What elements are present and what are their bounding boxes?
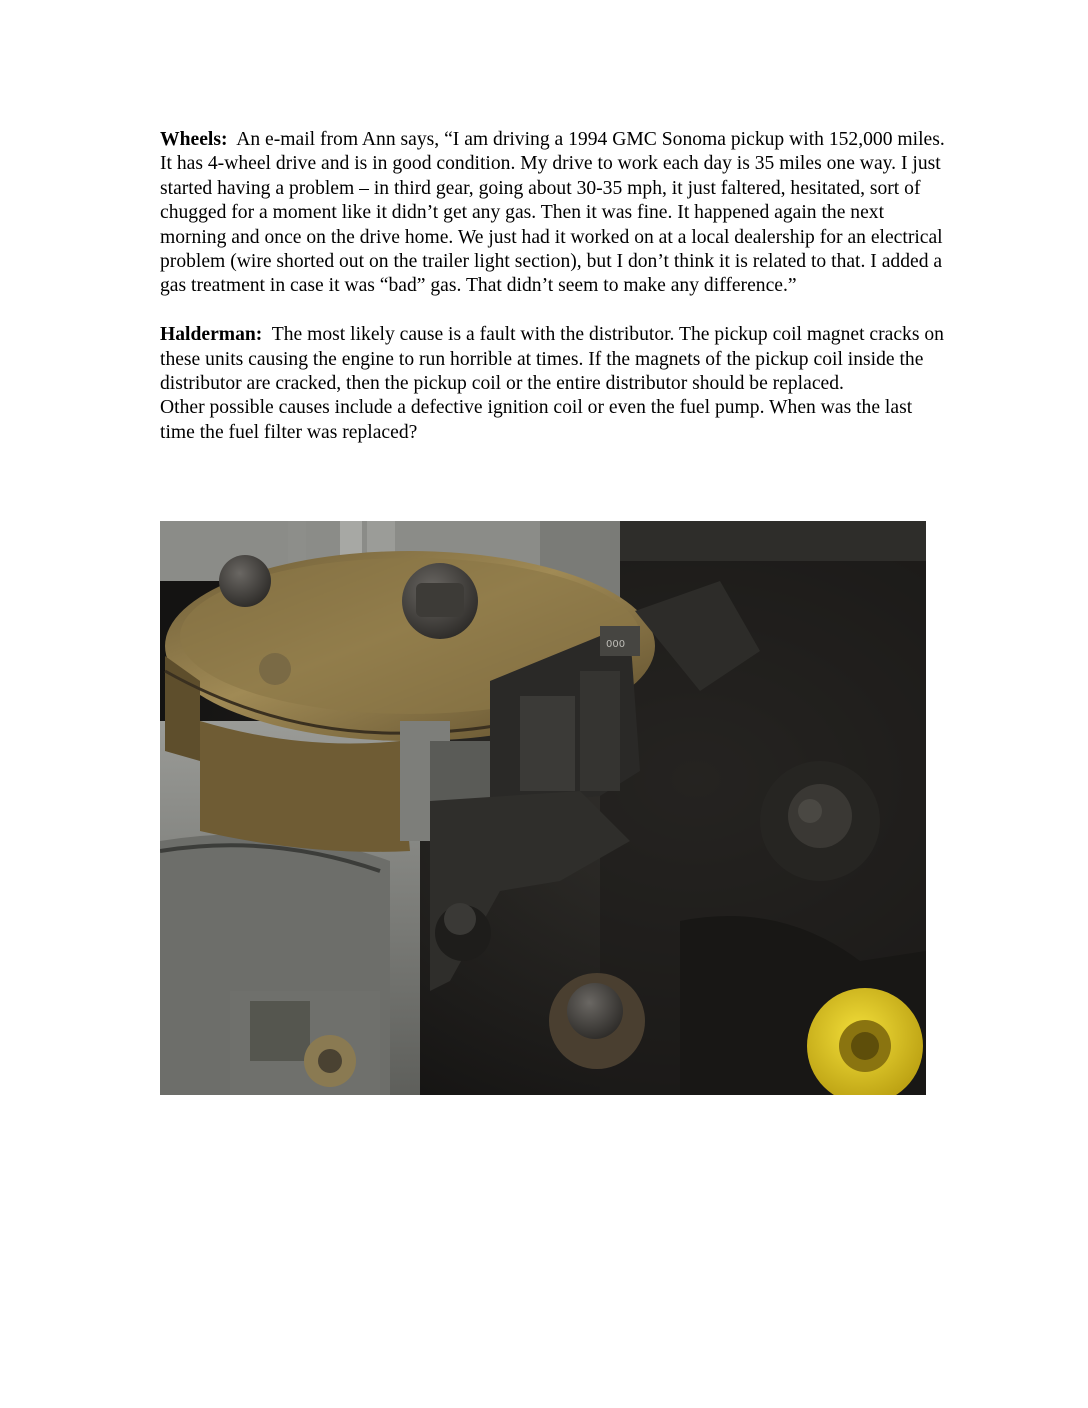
answer-speaker: Halderman: [160,324,263,346]
article-body [160,128,950,445]
svg-text:000: 000 [606,639,626,650]
cap-bolt [219,555,271,607]
question-paragraph [160,128,950,299]
question-speaker: Wheels: [160,129,228,150]
answer-text: The most likely cause is a fault with the distributor. The pickup coil magnet cracks on these units causing the engine to run horrible at times. If the magnets of the pickup coil inside the distributor are cracked, then the pickup coil or the entire distributor should be replaced. [160,324,944,395]
followup-paragraph: Other possible causes include a defective ignition coil or even the fuel pump. When was the last time the fuel filter was replaced? [160,397,913,443]
paragraph-spacer [160,299,950,323]
answer-paragraph [160,323,950,396]
question-text: An e-mail from Ann says, “I am driving a 1994 GMC Sonoma pickup with 152,000 miles. It has 4-wheel drive and is in good condition. My drive to work each day is 35 miles one way. I just started having a problem – in third gear, going about 30-35 mph, it just faltered, hesitated, sort of chugged for a moment like it didn’t get any gas. Then it was fine. It happened again the next morning and once on the drive home. We just had it worked on at a local dealership for an electrical problem (wire shorted out on the trailer light section), but I don’t think it is related to that. I added a gas treatment in case it was “bad” gas. That didn’t seem to make any difference.” [160,129,945,297]
distributor-photo [160,521,926,1095]
